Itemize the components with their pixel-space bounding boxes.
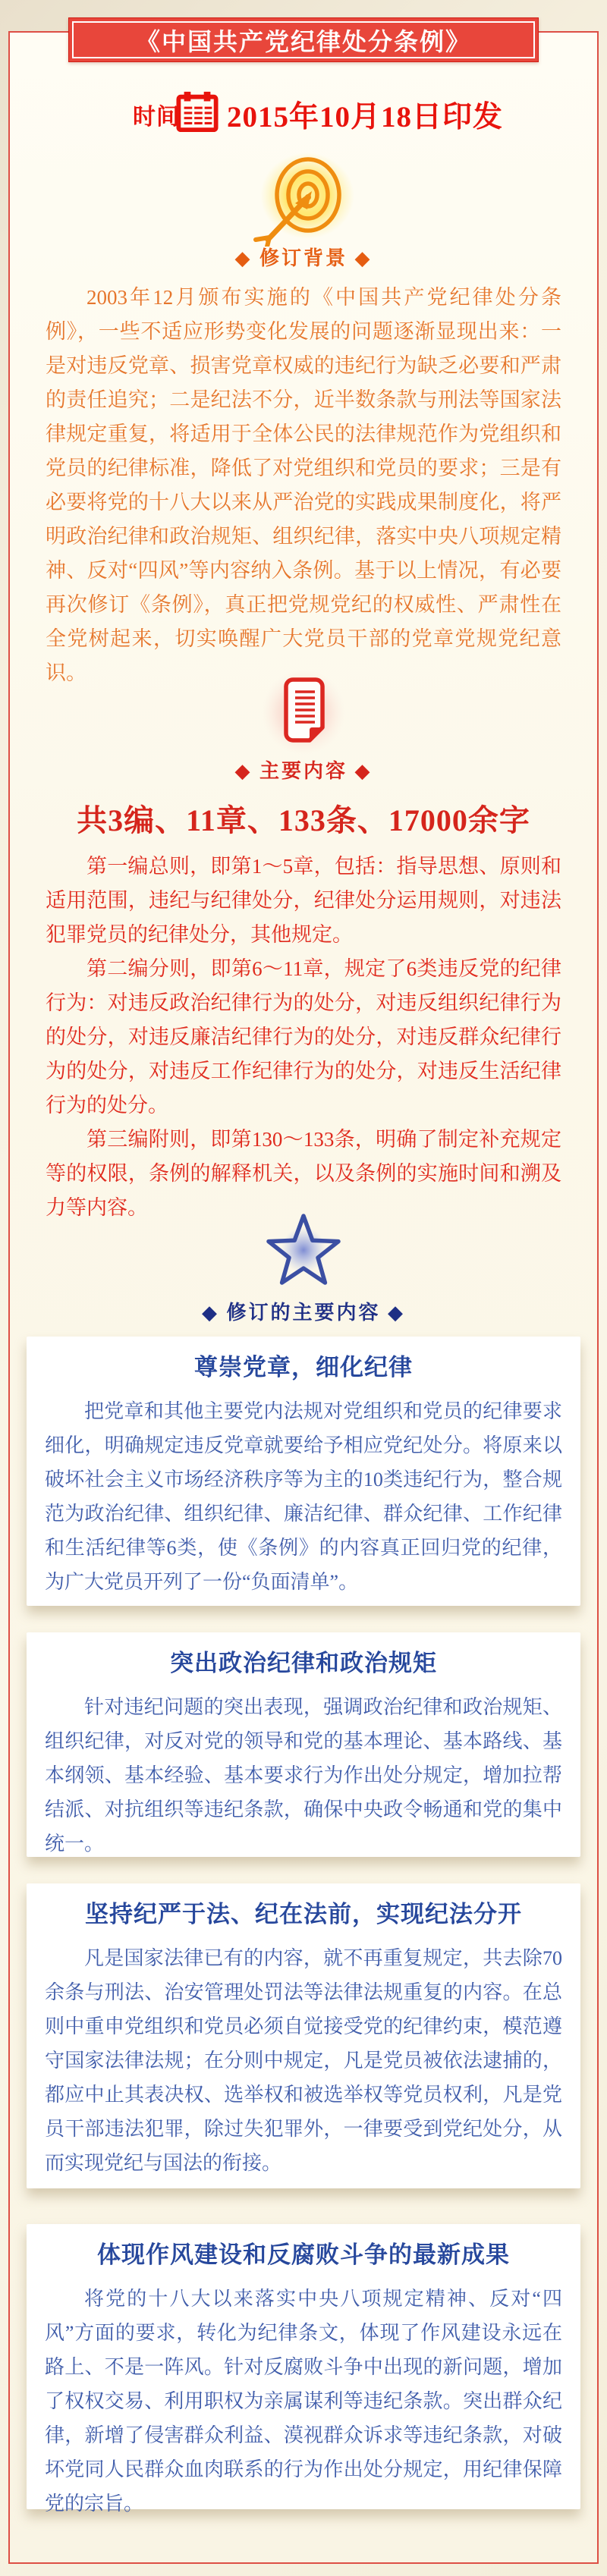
issue-date-value: 2015年10月18日印发 [227,101,504,134]
title-banner [68,17,539,62]
content-paragraph-2: 第二编分则，即第6～11章，规定了6类违反党的纪律行为：对违反政治纪律行为的处分，对违反组织纪律行为的处分，对违反廉洁纪律行为的处分，对违反群众纪律行为的处分，对违反工作纪律行为的处分，对违反生活纪律行为的处分。 [46,957,561,1117]
section-header-revisions: ◆ 修订的主要内容 ◆ [202,1302,405,1324]
revision-card-3-body: 凡是国家法律已有的内容，就不再重复规定，共去除70余条与刑法、治安管理处罚法等法律法规重复的内容。在总则中重申党组织和党员必须自觉接受党的纪律约束，模范遵守国家法律法规；在分则中规定，凡是党员被依法逮捕的，都应中止其表决权、选举权和被选举权等党员权利，凡是党员干部违法犯罪，除过失犯罪外，一律要受到党纪处分，从而实现党纪与国法的衔接。 [45,1947,562,2174]
calendar-icon [175,90,219,137]
revision-card-2 [27,1632,580,1857]
content-paragraph-3: 第三编附则，即第130～133条，明确了制定补充规定等的权限，条例的解释机关，以及条例的实施时间和溯及力等内容。 [46,1128,561,1219]
target-icon [247,152,360,250]
section-header-content: ◆ 主要内容 ◆ [234,760,373,782]
background-paragraph [46,281,561,690]
revision-card-4-body: 将党的十八大以来落实中央八项规定精神、反对“四风”方面的要求，转化为纪律条文，体现了作风建设永远在路上、不是一阵风。针对反腐败斗争中出现的新问题，增加了权权交易、利用职权为亲属谋利等违纪条款。突出群众纪律，新增了侵害群众利益、漠视群众诉求等违纪条款，对破坏党同人民群众血肉联系的行为作出处分规定，用纪律保障党的宗旨。 [45,2288,562,2515]
revision-card-4-title: 体现作风建设和反腐败斗争的最新成果 [97,2241,510,2268]
content-paragraphs [46,850,561,1225]
revision-card-4 [27,2224,580,2515]
background-body-text: 2003年12月颁布实施的《中国共产党纪律处分条例》，一些不适应形势变化发展的问题逐渐显现出来：一是对违反党章、损害党章权威的违纪行为缺乏必要和严肃的责任追究；二是纪法不分，近半数条款与刑法等国家法律规定重复，将适用于全体公民的法律规范作为党组织和党员的纪律标准，降低了对党组织和党员的要求；三是有必要将党的十八大以来从严治党的实践成果制度化，将严明政治纪律和政治规矩、组织纪律，落实中央八项规定精神、反对“四风”等内容纳入条例。基于以上情况，有必要再次修订《条例》，真正把党规党纪的权威性、严肃性在全党树起来，切实唤醒广大党员干部的党章党规党纪意识。 [46,286,561,684]
page-title: 《中国共产党纪律处分条例》 [135,27,471,55]
issue-date-label: 时间 [133,105,180,130]
revision-card-1-title: 尊崇党章，细化纪律 [194,1354,413,1381]
section-header-background: ◆ 修订背景 ◆ [234,247,373,269]
issue-date-row [133,91,503,138]
content-headline: 共3编、11章、133条、17000余字 [77,803,530,837]
revision-card-1-body: 把党章和其他主要党内法规对党组织和党员的纪律要求细化，明确规定违反党章就要给予相应党纪处分。将原来以破坏社会主义市场经济秩序等为主的10类违纪行为，整合规范为政治纪律、组织纪律、廉洁纪律、群众纪律、工作纪律和生活纪律等6类，使《条例》的内容真正回归党的纪律，为广大党员开列了一份“负面清单”。 [45,1400,562,1593]
revision-card-2-body: 针对违纪问题的突出表现，强调政治纪律和政治规矩、组织纪律，对反对党的领导和党的基本理论、基本路线、基本纲领、基本经验、基本要求行为作出处分规定，增加拉帮结派、对抗组织等违纪条款，确保中央政令畅通和党的集中统一。 [45,1696,562,1855]
content-paragraph-1: 第一编总则，即第1～5章，包括：指导思想、原则和适用范围，违纪与纪律处分，纪律处分运用规则，对违法犯罪党员的纪律处分，其他规定。 [46,855,561,946]
title-banner-inner-border [72,21,535,58]
revision-card-1 [27,1337,580,1606]
revision-card-3-title: 坚持纪严于法、纪在法前，实现纪法分开 [85,1901,522,1927]
revision-card-2-title: 突出政治纪律和政治规矩 [170,1650,437,1676]
revision-card-3 [27,1883,580,2188]
